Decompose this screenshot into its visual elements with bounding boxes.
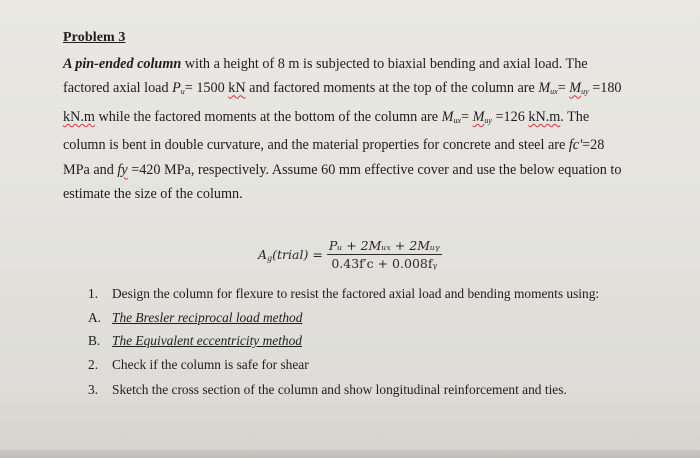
task-number: 3.	[88, 382, 99, 397]
text: estimate the size of the column.	[63, 186, 243, 203]
text: =	[557, 80, 570, 97]
text: =126	[491, 108, 529, 125]
unit-knm: kN.m	[63, 108, 95, 125]
pu-symbol: P	[172, 80, 181, 97]
statement-line-5	[63, 158, 673, 182]
task-subitem	[88, 333, 302, 349]
task-text: The Equivalent eccentricity method	[112, 333, 303, 348]
denominator: 0.43f′c + 0.008fᵧ	[331, 256, 438, 271]
task-text: Sketch the cross section of the column and show longitudinal reinforcement and ties.	[112, 382, 567, 397]
subscript: ux	[550, 87, 558, 97]
task-item	[88, 382, 567, 398]
text: =	[461, 108, 473, 125]
subscript: u	[180, 87, 185, 97]
text: while the factored moments at the bottom of the column are	[94, 108, 442, 125]
statement-line-3	[63, 105, 673, 133]
task-item	[88, 286, 599, 302]
fraction	[327, 238, 442, 271]
text: =420 MPa, respectively. Assume 60 mm effective cover and use the below equation to	[127, 161, 622, 178]
statement-line-6	[63, 182, 673, 206]
statement-line-2	[63, 76, 673, 104]
muy-symbol: M	[569, 80, 582, 97]
task-text: The Bresler reciprocal load method	[112, 310, 303, 325]
ag-symbol: A	[258, 246, 268, 262]
text: = 1500	[184, 80, 229, 97]
task-text: Design the column for flexure to resist the factored axial load and bending moments using:	[112, 286, 600, 301]
problem-statement	[63, 52, 673, 206]
task-number: 2.	[88, 357, 99, 372]
text: with a height of 8 m is subjected to biaxial bending and axial load. The	[181, 56, 588, 72]
unit-knm: kN.m	[528, 108, 561, 125]
unit-kn: kN	[228, 80, 246, 97]
equation-lhs	[258, 247, 308, 263]
task-number: 1.	[88, 286, 99, 301]
intro-bold: A pin-ended column	[63, 56, 182, 72]
numerator: Pᵤ + 2Mᵤₓ + 2Mᵤᵧ	[328, 238, 440, 253]
text: factored axial load	[63, 80, 173, 97]
fc-symbol: fc'	[568, 137, 583, 154]
subscript: g	[267, 253, 273, 263]
muy-symbol: M	[472, 108, 485, 125]
mux-symbol: M	[538, 80, 551, 97]
task-subitem	[88, 310, 302, 326]
text: =28	[582, 137, 605, 154]
text: =180	[588, 80, 622, 97]
statement-line-4	[63, 133, 673, 157]
mux-symbol: M	[441, 108, 454, 125]
subscript: uy	[581, 87, 589, 97]
screen-bezel-edge	[0, 450, 700, 458]
text: MPa and	[63, 161, 118, 178]
text: (trial)	[272, 246, 309, 262]
subscript: uy	[484, 115, 492, 125]
text: column is bent in double curvature, and the material properties for concrete and steel are	[63, 137, 569, 154]
subscript: ux	[453, 115, 462, 125]
problem-title: Problem 3	[63, 30, 126, 45]
equals-sign: =	[312, 247, 323, 262]
statement-line-1	[63, 52, 673, 76]
text: and factored moments at the top of the column are	[245, 80, 539, 97]
task-item	[88, 357, 309, 373]
task-number: A.	[88, 310, 102, 325]
trial-area-equation	[258, 238, 442, 271]
text: . The	[560, 108, 590, 125]
task-number: B.	[88, 333, 101, 348]
fy-symbol: fy	[117, 161, 128, 178]
task-text: Check if the column is safe for shear	[112, 357, 309, 372]
